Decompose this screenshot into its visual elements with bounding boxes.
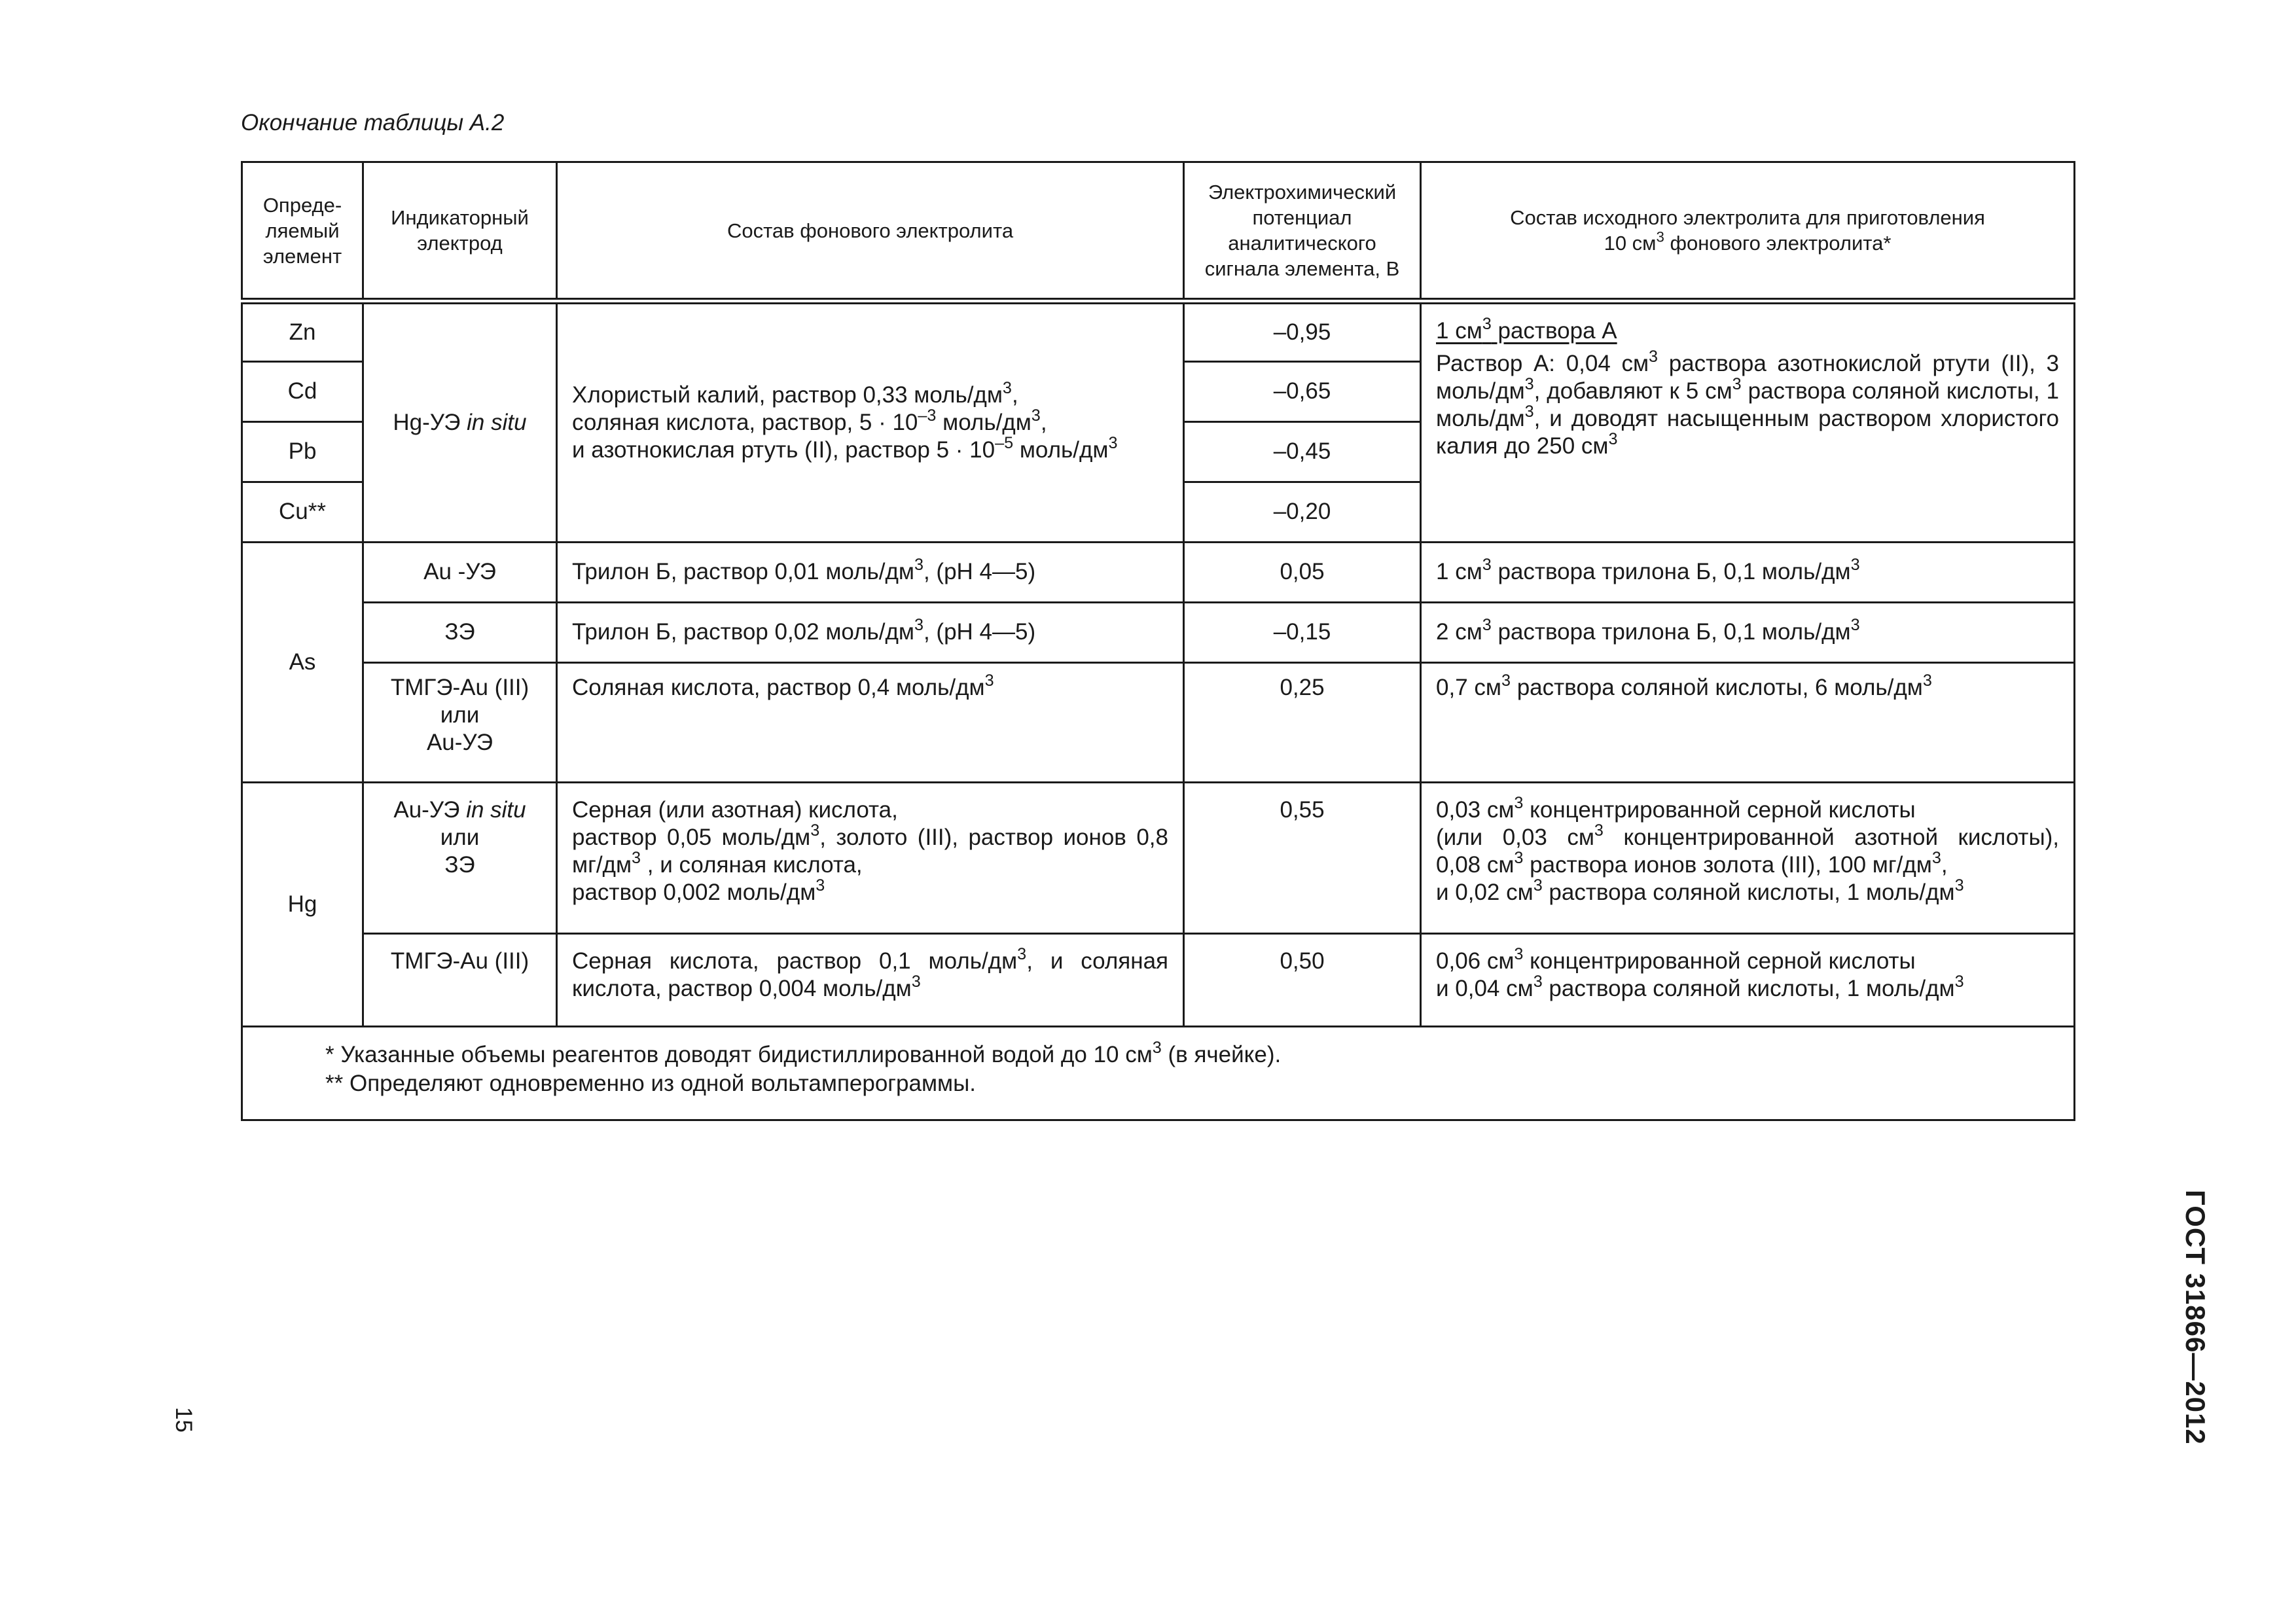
solution-a-label: 1 $см^3$ раствора А: [1436, 315, 1617, 344]
element-cell: Zn: [242, 301, 363, 361]
potential-cell: 0,50: [1184, 933, 1421, 1026]
standard-designation: ГОСТ 31866—2012: [2180, 1190, 2211, 1445]
header-background-electrolyte: Состав фонового электролита: [557, 162, 1184, 302]
element-cell: As: [242, 542, 363, 782]
electrode-cell: ЗЭ: [363, 602, 557, 662]
background-electrolyte-cell: Соляная кислота, раствор 0,4 моль/$дм^3$: [557, 662, 1184, 782]
source-electrolyte-cell: 2 $см^3$ раствора трилона Б, 0,1 моль/$дм^3$: [1421, 602, 2075, 662]
reagents-table: [241, 161, 2075, 1121]
electrode-cell: ТМГЭ-Au (III): [363, 933, 557, 1026]
header-electrode: Индикаторный электрод: [363, 162, 557, 302]
element-cell: Cu**: [242, 482, 363, 542]
potential-cell: –0,20: [1184, 482, 1421, 542]
potential-cell: 0,25: [1184, 662, 1421, 782]
electrode-cell: Au -УЭ: [363, 542, 557, 602]
header-element: Опреде- ляемый элемент: [242, 162, 363, 302]
electrode-cell: Au-УЭ in situ или ЗЭ: [363, 782, 557, 933]
potential-cell: 0,55: [1184, 782, 1421, 933]
background-electrolyte-cell: Серная кислота, раствор 0,1 моль/$дм^3$, и соляная кислота, раствор 0,004 моль/$дм^3$: [557, 933, 1184, 1026]
background-electrolyte-cell: Трилон Б, раствор 0,02 моль/$дм^3$, (pH 4—5): [557, 602, 1184, 662]
element-cell: Cd: [242, 361, 363, 421]
table-row: [242, 662, 2075, 782]
potential-cell: –0,95: [1184, 301, 1421, 361]
table-header-row: [242, 162, 2075, 302]
potential-cell: –0,45: [1184, 421, 1421, 482]
background-electrolyte-cell: Серная (или азотная) кислота, раствор 0,05 моль/$дм^3$, золото (III), раствор ионов 0,8 $мг/дм^3$ , и соляная кислота, раствор 0,002 моль/$дм^3$: [557, 782, 1184, 933]
table-row: [242, 602, 2075, 662]
header-source-electrolyte: Состав исходного электролита для приготовления 10 $см^3$ фонового электролита*: [1421, 162, 2075, 302]
header-potential: Электрохимический потенциал аналитического сигнала элемента, В: [1184, 162, 1421, 302]
source-electrolyte-cell: 0,7 $см^3$ раствора соляной кислоты, 6 моль/$дм^3$: [1421, 662, 2075, 782]
table-row: [242, 542, 2075, 602]
potential-cell: –0,65: [1184, 361, 1421, 421]
footnotes-cell: [242, 1026, 2075, 1120]
electrode-cell: Hg-УЭ in situ: [363, 301, 557, 542]
electrode-cell: ТМГЭ-Au (III) или Au-УЭ: [363, 662, 557, 782]
source-electrolyte-cell: 1 $см^3$ раствора А Раствор А: 0,04 $см^3$ раствора азотнокислой ртути (II), 3 моль/$дм^3$, добавляют к 5 $см^3$ раствора соляной кислоты, 1 моль/$дм^3$, и доводят насыщенным раствором хлористого калия до 250 $см^3$: [1421, 301, 2075, 542]
page-number: 15: [171, 1407, 196, 1433]
background-electrolyte-cell: Трилон Б, раствор 0,01 моль/$дм^3$, (pH 4—5): [557, 542, 1184, 602]
potential-cell: –0,15: [1184, 602, 1421, 662]
background-electrolyte-cell: Хлористый калий, раствор 0,33 моль/$дм^3$, соляная кислота, раствор, $5 \cdot 10^{-3}$ моль/$дм^3$, и азотнокислая ртуть (II), раствор $5 \cdot 10^{-5}$ моль/$дм^3$: [557, 301, 1184, 542]
footnote-2: ** Определяют одновременно из одной вольтамперограммы.: [325, 1070, 976, 1096]
source-electrolyte-cell: 1 $см^3$ раствора трилона Б, 0,1 моль/$дм^3$: [1421, 542, 2075, 602]
table-caption: Окончание таблицы А.2: [241, 110, 505, 135]
element-cell: Hg: [242, 782, 363, 1026]
source-electrolyte-cell: 0,06 $см^3$ концентрированной серной кислоты и 0,04 $см^3$ раствора соляной кислоты, 1 моль/$дм^3$: [1421, 933, 2075, 1026]
table-row: [242, 301, 2075, 361]
footnote-1: * Указанные объемы реагентов доводят бидистиллированной водой до 10 $см^3$ (в ячейке).: [325, 1038, 1282, 1067]
table-row: [242, 782, 2075, 933]
table-row: [242, 933, 2075, 1026]
element-cell: Pb: [242, 421, 363, 482]
potential-cell: 0,05: [1184, 542, 1421, 602]
source-electrolyte-cell: 0,03 $см^3$ концентрированной серной кислоты (или 0,03 $см^3$ концентрированной азотной кислоты), 0,08 $см^3$ раствора ионов золота (III), 100 $мг/дм^3$, и 0,02 $см^3$ раствора соляной кислоты, 1 моль/$дм^3$: [1421, 782, 2075, 933]
footnotes-row: [242, 1026, 2075, 1120]
